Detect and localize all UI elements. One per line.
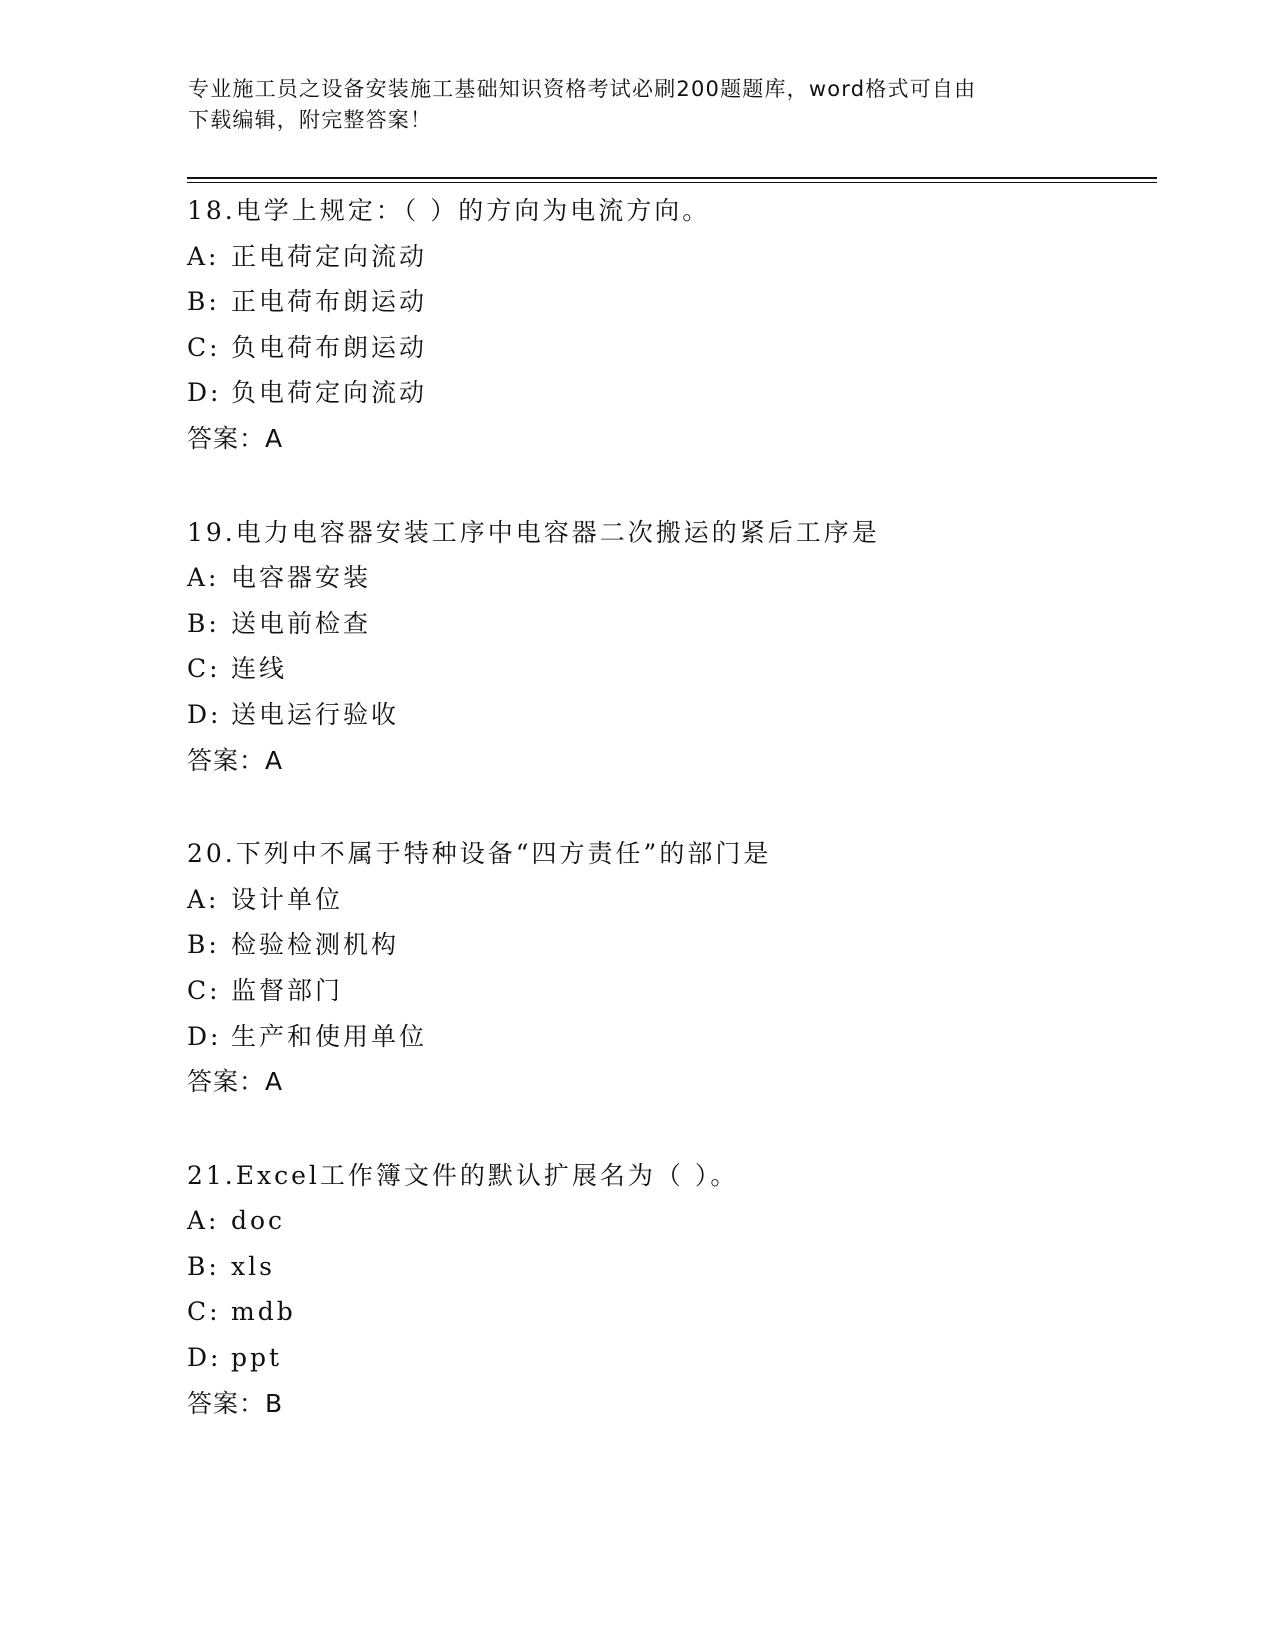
option-text: 连线 — [231, 654, 288, 684]
option-text: mdb — [231, 1297, 296, 1327]
question-spacer — [187, 462, 1167, 510]
document-header — [188, 74, 1068, 136]
option-text: 生产和使用单位 — [231, 1021, 428, 1051]
option-text: 正电荷定向流动 — [231, 241, 428, 271]
option-a — [187, 1198, 1167, 1244]
option-text: xls — [231, 1251, 275, 1281]
option-a — [187, 877, 1167, 923]
question-18 — [187, 188, 1167, 462]
option-label: C: — [187, 975, 221, 1005]
option-text: doc — [231, 1206, 286, 1236]
question-stem: 21.Excel工作簿文件的默认扩展名为（ ）。 — [187, 1160, 739, 1190]
option-c — [187, 646, 1167, 692]
option-label: D: — [187, 1021, 222, 1051]
option-text: 送电前检查 — [231, 608, 372, 638]
option-a — [187, 234, 1167, 280]
header-divider — [187, 177, 1157, 183]
option-c — [187, 325, 1167, 371]
option-c — [187, 968, 1167, 1014]
question-stem: 18.电学上规定：（ ）的方向为电流方向。 — [187, 196, 711, 225]
option-c — [187, 1289, 1167, 1335]
option-text: 正电荷布朗运动 — [231, 287, 428, 317]
option-text: 监督部门 — [231, 975, 344, 1005]
option-label: C: — [187, 332, 221, 362]
question-stem: 20.下列中不属于特种设备“四方责任”的部门是 — [187, 839, 772, 869]
answer-line: 答案：A — [187, 423, 284, 453]
option-label: B: — [187, 287, 220, 317]
option-text: 负电荷布朗运动 — [231, 332, 428, 362]
option-text: ppt — [231, 1343, 283, 1373]
header-line-1: 专业施工员之设备安装施工基础知识资格考试必刷200题题库，word格式可自由 — [188, 77, 977, 101]
option-label: B: — [187, 930, 220, 960]
option-text: 送电运行验收 — [231, 699, 400, 729]
answer-line: 答案：A — [187, 1067, 284, 1097]
option-a — [187, 555, 1167, 601]
option-d — [187, 1335, 1167, 1381]
option-label: B: — [187, 1251, 220, 1281]
option-d — [187, 692, 1167, 738]
option-text: 检验检测机构 — [231, 930, 400, 960]
option-label: A: — [187, 563, 220, 593]
option-b — [187, 1244, 1167, 1290]
question-21 — [187, 1153, 1167, 1427]
option-d — [187, 370, 1167, 416]
option-label: D: — [187, 1343, 222, 1373]
option-label: D: — [187, 699, 222, 729]
header-line-2: 下载编辑，附完整答案！ — [188, 108, 433, 132]
question-list — [187, 188, 1167, 1426]
answer-line: 答案：B — [187, 1388, 284, 1418]
option-label: A: — [187, 1206, 220, 1236]
question-spacer — [187, 1105, 1167, 1153]
question-spacer — [187, 783, 1167, 831]
answer-line: 答案：A — [187, 745, 284, 775]
option-text: 设计单位 — [231, 884, 344, 914]
question-stem: 19.电力电容器安装工序中电容器二次搬运的紧后工序是 — [187, 517, 880, 547]
option-label: C: — [187, 1297, 221, 1327]
option-b — [187, 922, 1167, 968]
option-d — [187, 1014, 1167, 1060]
question-19 — [187, 510, 1167, 784]
option-label: C: — [187, 654, 221, 684]
option-label: A: — [187, 241, 220, 271]
option-label: A: — [187, 884, 220, 914]
option-label: D: — [187, 378, 222, 408]
option-b — [187, 279, 1167, 325]
option-b — [187, 601, 1167, 647]
option-text: 电容器安装 — [231, 563, 372, 593]
option-label: B: — [187, 608, 220, 638]
option-text: 负电荷定向流动 — [231, 378, 428, 408]
question-20 — [187, 831, 1167, 1105]
